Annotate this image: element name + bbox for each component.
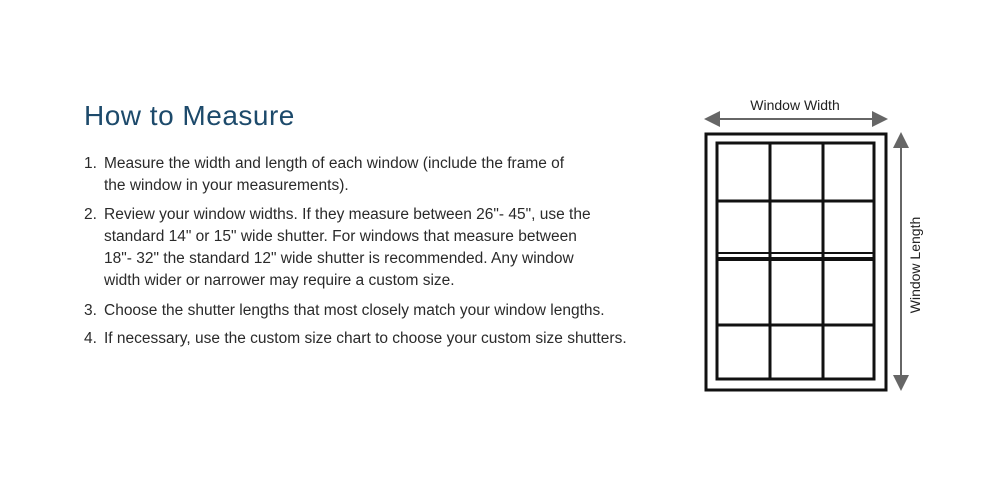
page-title: How to Measure <box>84 100 295 131</box>
window-width-label: Window Width <box>750 97 840 113</box>
window-outer-frame <box>706 134 886 390</box>
step-number: 3. <box>84 302 97 319</box>
step-line: the window in your measurements). <box>104 177 349 194</box>
step-line: Choose the shutter lengths that most closely match your window lengths. <box>104 302 605 319</box>
step-line: Review your window widths. If they measure between 26"- 45", use the <box>104 206 591 223</box>
step-line: 18"- 32" the standard 12" wide shutter is recommended. Any window <box>104 250 574 267</box>
step-line: Measure the width and length of each window (include the frame of <box>104 155 565 172</box>
step-number: 1. <box>84 155 97 172</box>
window-length-label: Window Length <box>907 216 923 314</box>
step-line: width wider or narrower may require a custom size. <box>104 272 455 289</box>
step-number: 4. <box>84 330 97 347</box>
step-number: 2. <box>84 206 97 223</box>
step-line: standard 14" or 15" wide shutter. For windows that measure between <box>104 228 577 245</box>
step-line: If necessary, use the custom size chart to choose your custom size shutters. <box>104 330 627 347</box>
